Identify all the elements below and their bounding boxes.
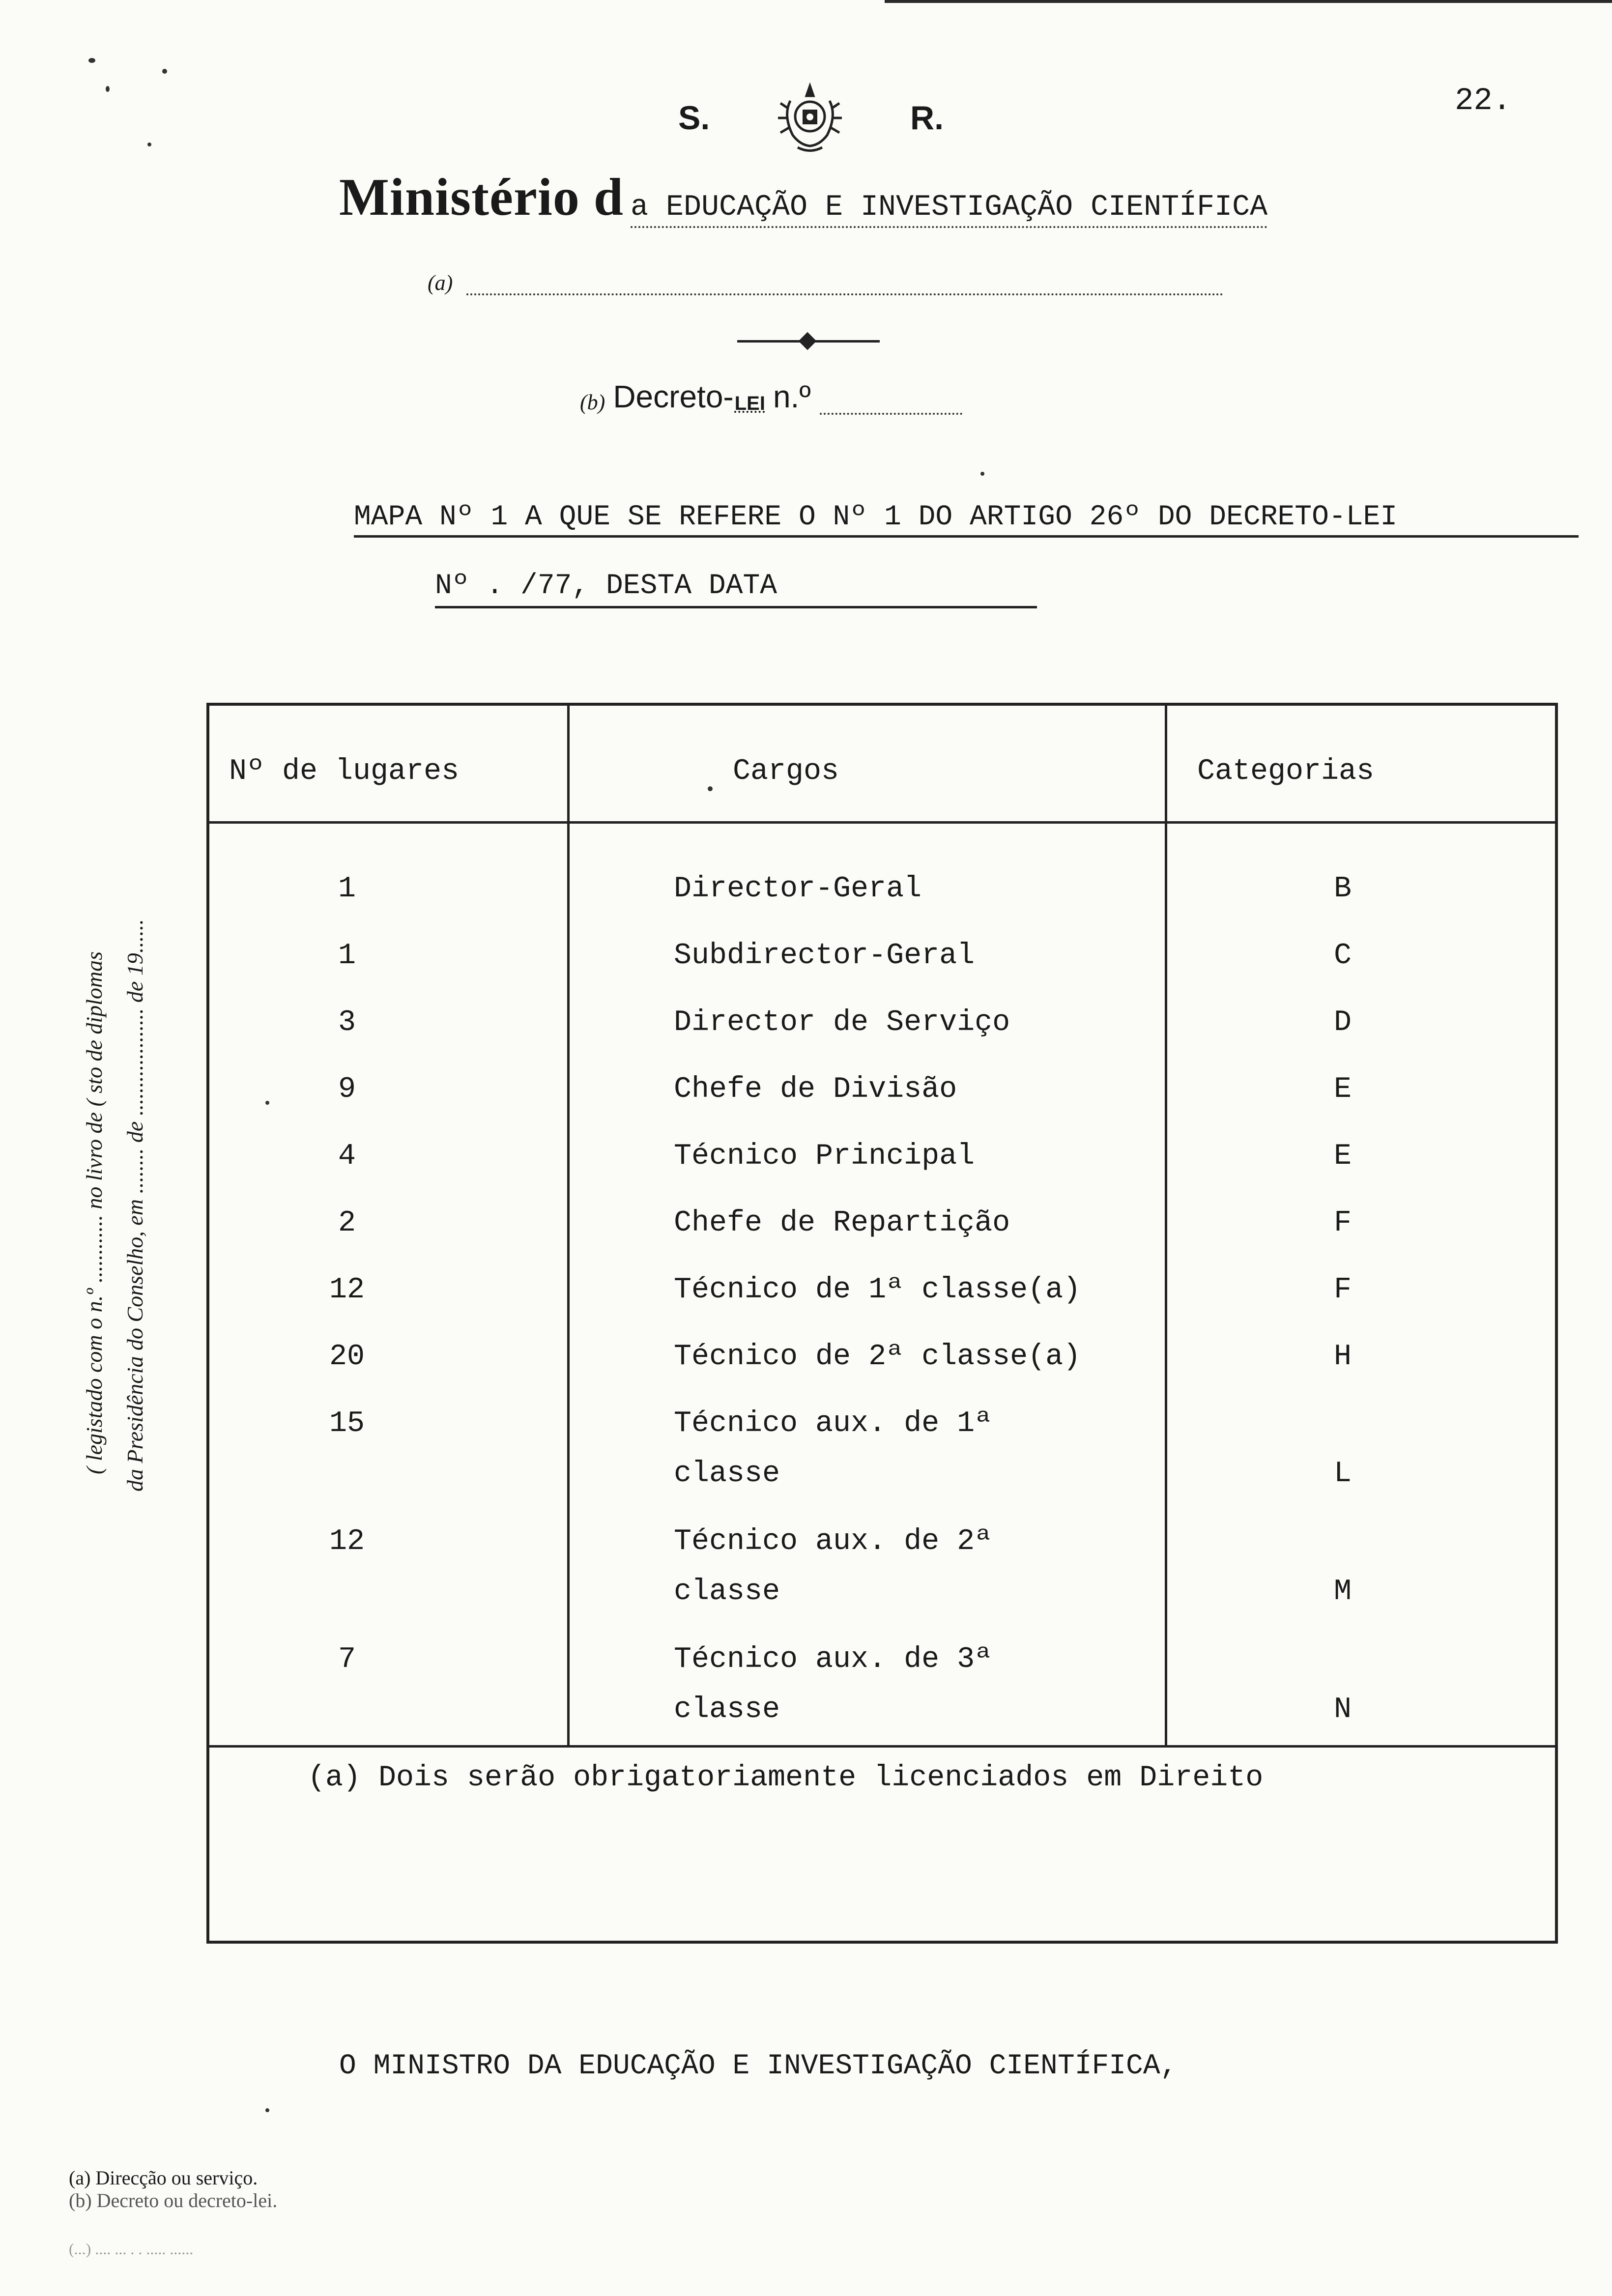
header-s-letter: S. (678, 99, 710, 137)
staff-table (206, 703, 1558, 1944)
printer-imprint: (...) .... ... . . ..... ...... (69, 2240, 194, 2258)
decree-prefix: Decreto- (613, 379, 734, 414)
post-title-continued: classe (674, 1457, 780, 1491)
ministry-label: Ministério d (339, 168, 624, 227)
footnote-b: (b) Decreto ou decreto-lei. (69, 2189, 278, 2211)
table-row (209, 1399, 1555, 1491)
table-row (209, 1131, 1555, 1198)
table-note: (a) Dois serão obrigatoriamente licenciados em Direito (308, 1761, 1264, 1795)
table-row (209, 1332, 1555, 1399)
post-category: F (1333, 1273, 1352, 1307)
post-category: C (1333, 939, 1352, 973)
scan-speck (265, 2108, 269, 2112)
minister-signature-line: O MINISTRO DA EDUCAÇÃO E INVESTIGAÇÃO CIENTÍFICA, (339, 2050, 1178, 2082)
post-category: M (1333, 1575, 1352, 1608)
marker-b: (b) (580, 390, 605, 414)
ministry-line (339, 167, 1267, 228)
posts-count: 9 (338, 1073, 356, 1106)
header-sr (678, 79, 944, 157)
direction-dotted-blank (466, 284, 1223, 295)
post-category: F (1333, 1206, 1352, 1240)
header-r-letter: R. (910, 99, 944, 137)
post-category: H (1333, 1340, 1352, 1374)
post-title: Director-Geral (674, 872, 922, 906)
registration-margin-line-2: da Presidência do Conselho, em ........ de ................... de 19...... (122, 919, 147, 1492)
decree-number-label: n.º (773, 379, 811, 414)
table-row (209, 864, 1555, 931)
direction-line (428, 270, 1223, 295)
footnote-a: (a) Direcção ou serviço. (69, 2167, 258, 2189)
post-category: L (1333, 1457, 1352, 1491)
header-posts: Cargos (733, 755, 839, 788)
map-title-line-2: Nº . /77, DESTA DATA (435, 570, 1037, 608)
posts-count: 15 (329, 1407, 365, 1440)
posts-count: 12 (329, 1525, 365, 1558)
table-row (209, 998, 1555, 1064)
post-category: B (1333, 872, 1352, 906)
header-categories: Categorias (1197, 755, 1375, 788)
table-row (209, 1265, 1555, 1332)
post-title: Técnico Principal (674, 1140, 975, 1173)
ministry-name: a EDUCAÇÃO E INVESTIGAÇÃO CIENTÍFICA (631, 191, 1267, 228)
posts-count: 7 (338, 1643, 356, 1676)
ornament-diamond (799, 332, 817, 350)
posts-count: 20 (329, 1340, 365, 1374)
decree-type-lei: LEI (734, 393, 765, 414)
table-row (209, 931, 1555, 998)
posts-count: 1 (338, 939, 356, 973)
posts-count: 2 (338, 1206, 356, 1240)
scan-speck (265, 1101, 269, 1105)
post-title-continued: classe (674, 1693, 780, 1726)
registration-margin-line-1: ( legistado com o n.º ............ no livro de ( sto de diplomas (82, 951, 107, 1474)
decree-line (580, 378, 962, 415)
posts-count: 12 (329, 1273, 365, 1307)
header-number-of-posts: Nº de lugares (229, 755, 460, 788)
posts-count: 1 (338, 872, 356, 906)
post-category: N (1333, 1693, 1352, 1726)
table-row (209, 1635, 1555, 1726)
post-title: Chefe de Repartição (674, 1206, 1010, 1240)
scan-speck (162, 69, 167, 74)
post-title: Subdirector-Geral (674, 939, 975, 973)
page-number: 22. (1455, 84, 1512, 119)
posts-count: 4 (338, 1140, 356, 1173)
posts-count: 3 (338, 1006, 356, 1039)
post-title-continued: classe (674, 1575, 780, 1608)
top-edge-rule (885, 0, 1612, 3)
table-row (209, 1064, 1555, 1131)
coat-of-arms-emblem-icon (773, 81, 847, 155)
scan-speck (708, 786, 713, 791)
post-title: Técnico aux. de 3ª (674, 1643, 993, 1676)
post-title: Técnico aux. de 2ª (674, 1525, 993, 1558)
table-body-bottom-rule (209, 1745, 1555, 1748)
map-title-line-1: MAPA Nº 1 A QUE SE REFERE O Nº 1 DO ARTIGO 26º DO DECRETO-LEI (354, 501, 1579, 538)
marker-a: (a) (428, 271, 453, 295)
decree-number-blank (820, 403, 962, 415)
table-row (209, 1198, 1555, 1265)
scan-speck (106, 86, 110, 92)
post-category: E (1333, 1073, 1352, 1106)
post-title: Director de Serviço (674, 1006, 1010, 1039)
post-category: D (1333, 1006, 1352, 1039)
post-title: Técnico de 1ª classe(a) (674, 1273, 1081, 1307)
post-title: Técnico de 2ª classe(a) (674, 1340, 1081, 1374)
post-category: E (1333, 1140, 1352, 1173)
header-bottom-rule (209, 821, 1555, 824)
scan-speck (147, 143, 151, 146)
scan-speck (980, 472, 984, 476)
table-row (209, 1517, 1555, 1608)
post-title: Técnico aux. de 1ª (674, 1407, 993, 1440)
post-title: Chefe de Divisão (674, 1073, 957, 1106)
scan-speck (88, 58, 95, 63)
